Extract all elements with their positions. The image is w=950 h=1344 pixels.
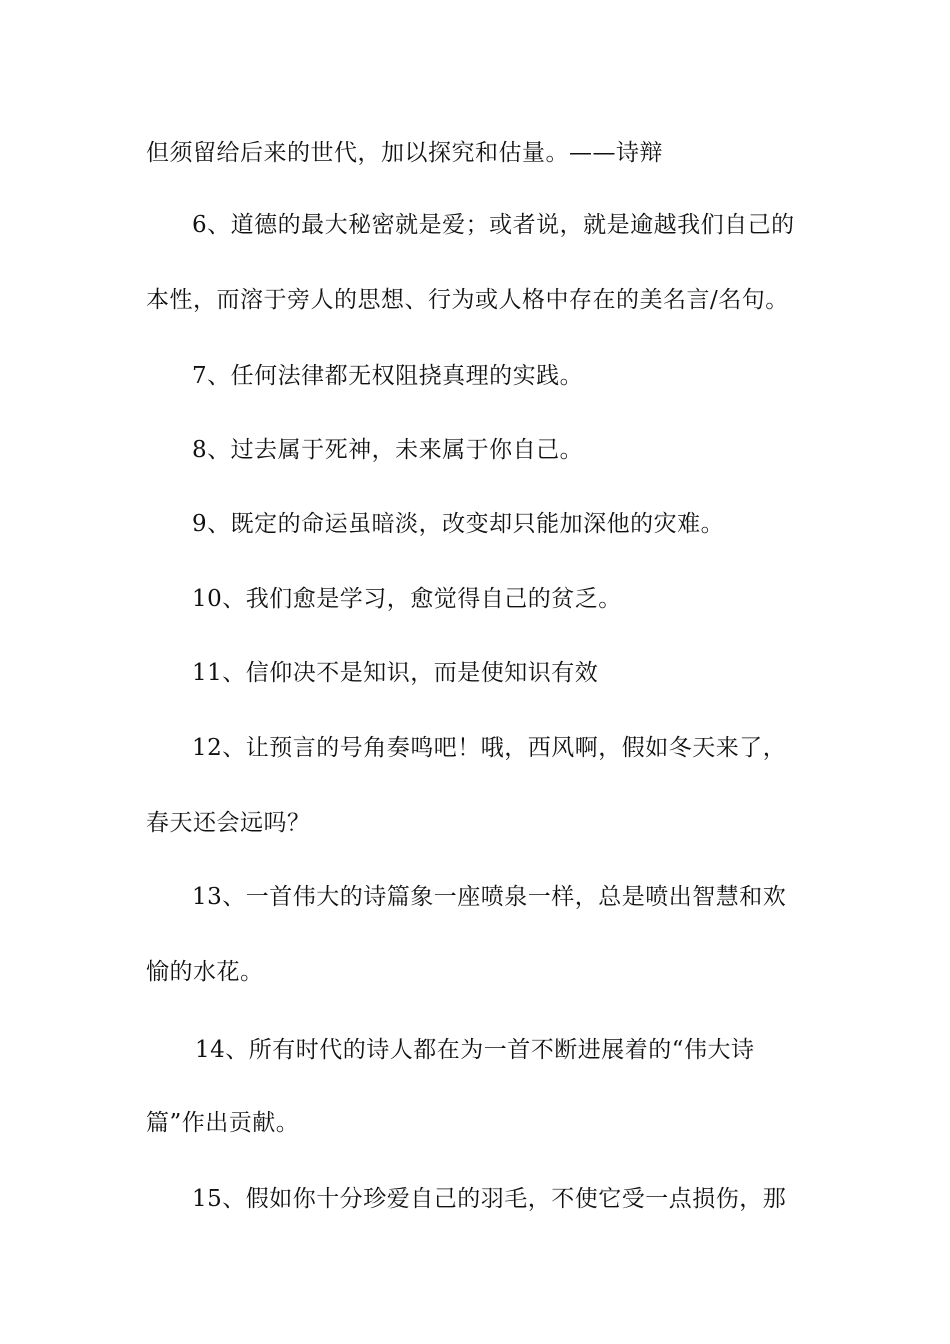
quote-13-line-1: 13、一首伟大的诗篇象一座喷泉一样，总是喷出智慧和欢: [192, 884, 787, 910]
quote-12-line-1: 12、让预言的号角奏鸣吧！哦，西风啊，假如冬天来了，: [192, 735, 787, 761]
quote-7: 7、任何法律都无权阻挠真理的实践。: [192, 363, 584, 389]
quote-9: 9、既定的命运虽暗淡，改变却只能加深他的灾难。: [192, 511, 725, 537]
quote-11: 11、信仰决不是知识，而是使知识有效: [192, 660, 599, 686]
quote-6-line-2: 本性，而溶于旁人的思想、行为或人格中存在的美名言/名句。: [146, 287, 789, 313]
text-line-continuation: 但须留给后来的世代，加以探究和估量。——诗辩: [146, 140, 663, 166]
quote-14-line-2: 篇”作出贡献。: [146, 1110, 300, 1136]
quote-12-line-2: 春天还会远吗？: [146, 810, 311, 836]
quote-10: 10、我们愈是学习，愈觉得自己的贫乏。: [192, 586, 622, 612]
quote-13-line-2: 愉的水花。: [146, 959, 264, 985]
quote-14-line-1: 14、所有时代的诗人都在为一首不断进展着的“伟大诗: [195, 1037, 755, 1063]
quote-15-line-1: 15、假如你十分珍爱自己的羽毛，不使它受一点损伤，那: [192, 1186, 787, 1212]
quote-6-line-1: 6、道德的最大秘密就是爱；或者说，就是逾越我们自己的: [192, 212, 795, 238]
quote-8: 8、过去属于死神，未来属于你自己。: [192, 437, 584, 463]
